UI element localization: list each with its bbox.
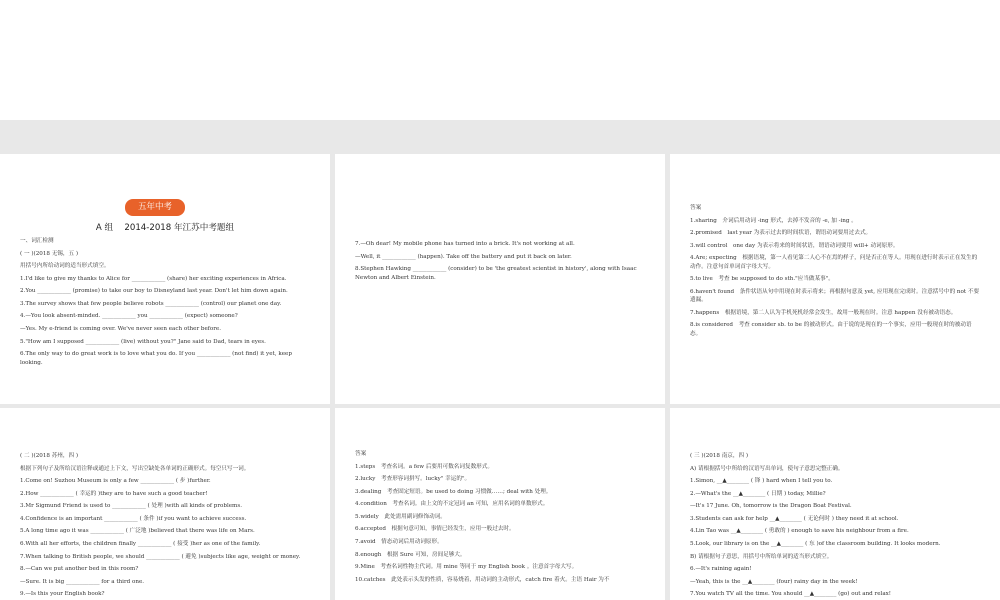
answer-line: 5.to live 考查 be supposed to do sth."应当做某事"。: [690, 276, 834, 283]
answer-line: 4.condition 考查名词。由上文的不定冠词 an 可知，应用名词的单数形式。: [355, 501, 549, 508]
question-line: 8.—Can we put another bed in this room?: [20, 566, 139, 573]
question-line: 1.I'd like to give my thanks to Alice for ____________ (share) her exciting experiences in Africa.: [20, 275, 287, 282]
answer-line: 1.steps 考查名词。a few 后要用可数名词复数形式。: [355, 463, 493, 470]
page-title: A 组 2014-2018 年江苏中考题组: [95, 223, 235, 233]
question-line: 8.Stephen Hawking ____________ (consider) to be 'the greatest scientist in history', along with Isaac Newton and Albert Einstein.: [355, 266, 637, 281]
question-line: 3.Mr Sigmund Friend is used to ____________ ( 处理 )with all kinds of problems.: [20, 503, 243, 510]
question-line: 4.—You look absent-minded. ____________ you ____________ (expect) someone?: [20, 313, 238, 320]
question-line: —It's 17 June. Oh, tomorrow is the Dragon Boat Festival.: [690, 503, 852, 510]
question-line: 6.—It's raining again!: [690, 566, 752, 573]
answer-line: 2.lucky 考查形容词拼写。lucky" 幸运的"。: [355, 476, 471, 483]
question-line: 1.Come on! Suzhou Museum is only a few ____________ ( 步 )further.: [20, 478, 211, 485]
page3-body: [690, 204, 982, 342]
page1-body: [20, 237, 312, 371]
question-line: —Yeah, this is the __▲________ (four) rainy day in the week!: [690, 578, 858, 585]
text-line: ( 一 )(2018 无锡，五 ): [20, 250, 79, 257]
question-line: 7.When talking to British people, we should ____________ ( 避免 )subjects like age, weight or money.: [20, 553, 301, 560]
document-page-6: [670, 408, 1000, 600]
answer-line: 5.widely 此处需用副词修饰动词。: [355, 513, 446, 520]
question-line: 2.You ____________ (promise) to take our boy to Disneyland last year. Don't let him down again.: [20, 288, 288, 295]
text-line: A) 请根据括号中所给的汉语写出单词，使句子意思完整正确。: [690, 465, 844, 472]
document-page-1: [0, 154, 330, 404]
text-line: ( 三 )(2018 南京，四 ): [690, 453, 749, 459]
page6-body: [690, 452, 982, 600]
answer-line: 1.sharing 介词后用动词 -ing 形式，去掉不发音的 -e, 加 -ing 。: [690, 217, 857, 224]
document-page-5: [335, 408, 665, 600]
question-line: 6.The only way to do great work is to love what you do. If you ____________ (not find) it yet, keep looking.: [20, 351, 292, 366]
question-line: —Well, it ____________ (happen). Take off the battery and put it back on later.: [355, 253, 572, 260]
question-line: 5.A long time ago it was ____________ ( 广泛地 )believed that there was life on Mars.: [20, 528, 255, 535]
document-page-2: [335, 154, 665, 404]
answer-line: 7.happens 根据语境，第二人认为手机死机经常会发生，故用一般现在时。注意 happen 没有被动语态。: [690, 309, 957, 316]
question-line: 4.Lin Tao was __▲________ ( 勇敢的 ) enough to save his neighbour from a fire.: [690, 528, 909, 535]
answer-heading: 答案: [355, 451, 367, 457]
text-line: 用括号内所给动词的适当形式填空。: [20, 263, 110, 270]
answer-line: 9.Mine 考查名词性物主代词。用 mine 等同于 my English book 。注意首字母大写。: [355, 564, 578, 571]
answer-line: 6.haven't found 条件状语从句中用现在时表示将来；再根据句意及 yet, 应用现在完成时。注意括号中的 not 不要遗漏。: [690, 288, 980, 304]
answer-line: 10.catches 此处表示头发的性质，容易烧着，用动词的主动形式，catch fire 着火。主语 Hair 为不: [355, 576, 610, 583]
answer-line: 8.enough 根据 Sure 可知，房间足够大。: [355, 551, 466, 558]
text-line: 一、词汇检测: [20, 238, 54, 244]
text-line: ( 二 )(2018 苏州，四 ): [20, 453, 79, 459]
question-line: 7.You watch TV all the time. You should __▲________ (go) out and relax!: [690, 591, 892, 598]
document-page-4: [0, 408, 330, 600]
text-line: B) 请根据句子意思，用括号中所给单词的适当形式填空。: [690, 553, 833, 560]
text-line: 根据下列句子及所给汉语注释或通过上下文，写出空缺处各单词的正确形式。每空只写一词。: [20, 465, 250, 472]
section-badge: 五年中考: [125, 199, 185, 216]
question-line: —Sure. It is big ____________ for a third one.: [20, 578, 145, 585]
answer-line: 7.avoid 情态动词后用动词原形。: [355, 539, 443, 546]
answer-line: 2.promised last year 为表示过去的时间状语，谓语动词要用过去式。: [690, 230, 872, 237]
question-line: 5.Look, our library is on the __▲________ ( 东 )of the classroom building. It looks modern.: [690, 541, 941, 548]
question-line: 3.Students can ask for help __▲________ ( 无论何时 ) they need it at school.: [690, 515, 899, 522]
question-line: 2.How ____________ ( 幸运的 )they are to have such a good teacher!: [20, 490, 208, 497]
blank-slide-top: [0, 0, 1000, 120]
question-line: 1.Simon, __▲________ ( 锋 ) hard when I tell you to.: [690, 478, 833, 485]
question-line: 7.—Oh dear! My mobile phone has turned into a brick. It's not working at all.: [355, 241, 575, 247]
question-line: 3.The survey shows that few people believe robots ____________ (control) our planet one day.: [20, 300, 282, 307]
answer-line: 6.accepted 根据句意可知，事情已经发生，应用一般过去时。: [355, 526, 515, 533]
answer-line: 4.Are; expecting 根据语境，第一人看见第二人心不在焉的样子，问是否正在等人。用现在进行时表示正在发生的动作。注意句首单词首字母大写。: [690, 255, 978, 270]
question-line: 4.Confidence is an important ____________ ( 条件 )if you want to achieve success.: [20, 515, 247, 522]
question-line: 2.—What's the __▲________ ( 日期 ) today, Millie?: [690, 490, 826, 497]
document-page-3: [670, 154, 1000, 404]
question-line: 6.With all her efforts, the children finally ____________ ( 接受 )her as one of the family.: [20, 541, 261, 548]
question-line: 5."How am I supposed ____________ (live) without you?" Jane said to Dad, tears in eyes.: [20, 338, 266, 345]
page2-body: [355, 240, 647, 286]
page4-body: [20, 452, 312, 600]
answer-line: 3.dealing 考查固定短语。be used to doing 习惯做……; deal with 处理。: [355, 488, 552, 495]
answer-line: 8.is considered 考查 consider sb. to be 的被动形式。由于说的是现在的一个事实，应用一般现在时的被动语态。: [690, 322, 972, 337]
question-line: —Yes. My e-friend is coming over. We've never seen each other before.: [20, 326, 221, 333]
answer-line: 3.will control one day 为表示将来的时间状语，谓语动词要用 will+ 动词原形。: [690, 242, 899, 249]
page5-body: [355, 450, 647, 588]
answer-heading: 答案: [690, 205, 702, 211]
question-line: 9.—Is this your English book?: [20, 591, 105, 598]
